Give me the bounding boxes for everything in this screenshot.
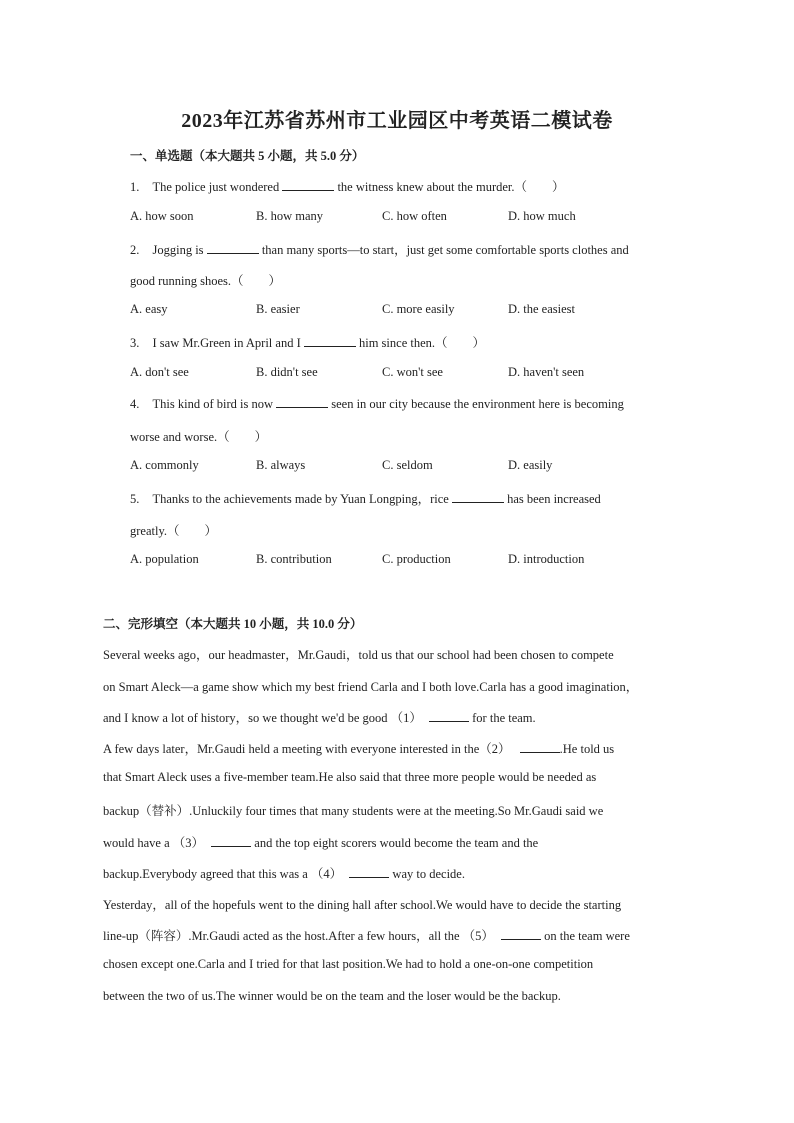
- option-c: C. how often: [382, 209, 447, 223]
- passage-text: on the team were: [544, 929, 630, 943]
- question-4: [130, 396, 624, 412]
- passage-line: [103, 864, 465, 882]
- section1-heading: 一、单选题（本大题共 5 小题，共 5.0 分）: [130, 149, 365, 163]
- answer-blank: [282, 179, 334, 191]
- option-a: A. population: [130, 552, 199, 566]
- question-number: 2.: [130, 243, 140, 257]
- passage-text: would have a （3）: [103, 836, 205, 850]
- option-d: D. haven't seen: [508, 365, 585, 379]
- option-d: D. easily: [508, 458, 553, 472]
- question-1: [130, 177, 565, 195]
- passage-text: backup.Everybody agreed that this was a （4）: [103, 867, 343, 881]
- question-text-pre: Jogging is: [152, 243, 204, 257]
- cloze-blank-5: [501, 928, 541, 940]
- cloze-blank-3: [211, 835, 251, 847]
- question-text-post: the witness knew about the murder.（ ）: [337, 180, 565, 194]
- passage-text: line-up（阵容）.Mr.Gaudi acted as the host.After a few hours，all the （5）: [103, 929, 494, 943]
- passage-line: that Smart Aleck uses a five-member team.He also said that three more people would be needed as: [103, 770, 597, 784]
- question-number: 3.: [130, 336, 140, 350]
- question-text-pre: The police just wondered: [152, 180, 280, 194]
- passage-line: Several weeks ago，our headmaster，Mr.Gaudi，told us that our school had been chosen to compete: [103, 648, 614, 662]
- passage-line: between the two of us.The winner would be on the team and the loser would be the backup.: [103, 989, 561, 1003]
- question-text-post: than many sports—to start，just get some comfortable sports clothes and: [261, 243, 629, 257]
- question-continuation: good running shoes.（ ）: [130, 274, 282, 288]
- option-c: C. won't see: [382, 365, 443, 379]
- option-b: B. how many: [256, 209, 324, 223]
- option-b: B. contribution: [256, 552, 332, 566]
- option-b: B. easier: [256, 302, 300, 316]
- option-a: A. easy: [130, 302, 168, 316]
- passage-text: and the top eight scorers would become the team and the: [254, 836, 539, 850]
- option-c: C. more easily: [382, 302, 455, 316]
- option-d: D. introduction: [508, 552, 585, 566]
- passage-line: [103, 833, 538, 851]
- passage-line: on Smart Aleck—a game show which my best friend Carla and I both love.Carla has a good imagination，: [103, 680, 639, 694]
- passage-line: [103, 926, 630, 944]
- passage-text: .He told us: [559, 742, 615, 756]
- question-text-pre: Thanks to the achievements made by Yuan Longping，rice: [152, 492, 449, 506]
- question-number: 4.: [130, 397, 140, 411]
- section2-heading: 二、完形填空（本大题共 10 小题，共 10.0 分）: [103, 617, 363, 631]
- passage-line: [103, 708, 536, 726]
- question-text-post: seen in our city because the environment here is becoming: [331, 397, 624, 411]
- passage-text: and I know a lot of history，so we thought we'd be good （1）: [103, 711, 422, 725]
- answer-blank: [452, 491, 504, 503]
- option-a: A. don't see: [130, 365, 189, 379]
- question-2: [130, 240, 629, 258]
- question-continuation: worse and worse.（ ）: [130, 430, 268, 444]
- passage-text: way to decide.: [392, 867, 465, 881]
- answer-blank: [276, 396, 328, 408]
- passage-line: chosen except one.Carla and I tried for that last position.We had to hold a one-on-one competition: [103, 957, 594, 971]
- option-d: D. the easiest: [508, 302, 575, 316]
- cloze-blank-1: [429, 710, 469, 722]
- passage-text: A few days later，Mr.Gaudi held a meeting with everyone interested in the（2）: [103, 742, 511, 756]
- question-text-post: him since then.（ ）: [358, 336, 486, 350]
- question-number: 5.: [130, 492, 140, 506]
- page-title: 2023年江苏省苏州市工业园区中考英语二模试卷: [181, 110, 613, 132]
- answer-blank: [304, 335, 356, 347]
- option-a: A. how soon: [130, 209, 194, 223]
- question-5: [130, 489, 601, 507]
- option-b: B. always: [256, 458, 306, 472]
- answer-blank: [207, 242, 259, 254]
- option-a: A. commonly: [130, 458, 199, 472]
- passage-line: Yesterday，all of the hopefuls went to the dining hall after school.We would have to decide the starting: [103, 898, 622, 912]
- cloze-blank-2: [520, 741, 560, 753]
- option-b: B. didn't see: [256, 365, 318, 379]
- question-3: [130, 333, 485, 351]
- cloze-blank-4: [349, 866, 389, 878]
- option-d: D. how much: [508, 209, 576, 223]
- question-text-pre: This kind of bird is now: [152, 397, 273, 411]
- question-continuation: greatly.（ ）: [130, 524, 218, 538]
- question-text-post: has been increased: [507, 492, 601, 506]
- option-c: C. production: [382, 552, 451, 566]
- option-c: C. seldom: [382, 458, 433, 472]
- passage-text: for the team.: [472, 711, 536, 725]
- question-text-pre: I saw Mr.Green in April and I: [152, 336, 301, 350]
- passage-line: backup（替补）.Unluckily four times that many students were at the meeting.So Mr.Gaudi said we: [103, 804, 604, 818]
- question-number: 1.: [130, 180, 140, 194]
- passage-line: [103, 739, 614, 757]
